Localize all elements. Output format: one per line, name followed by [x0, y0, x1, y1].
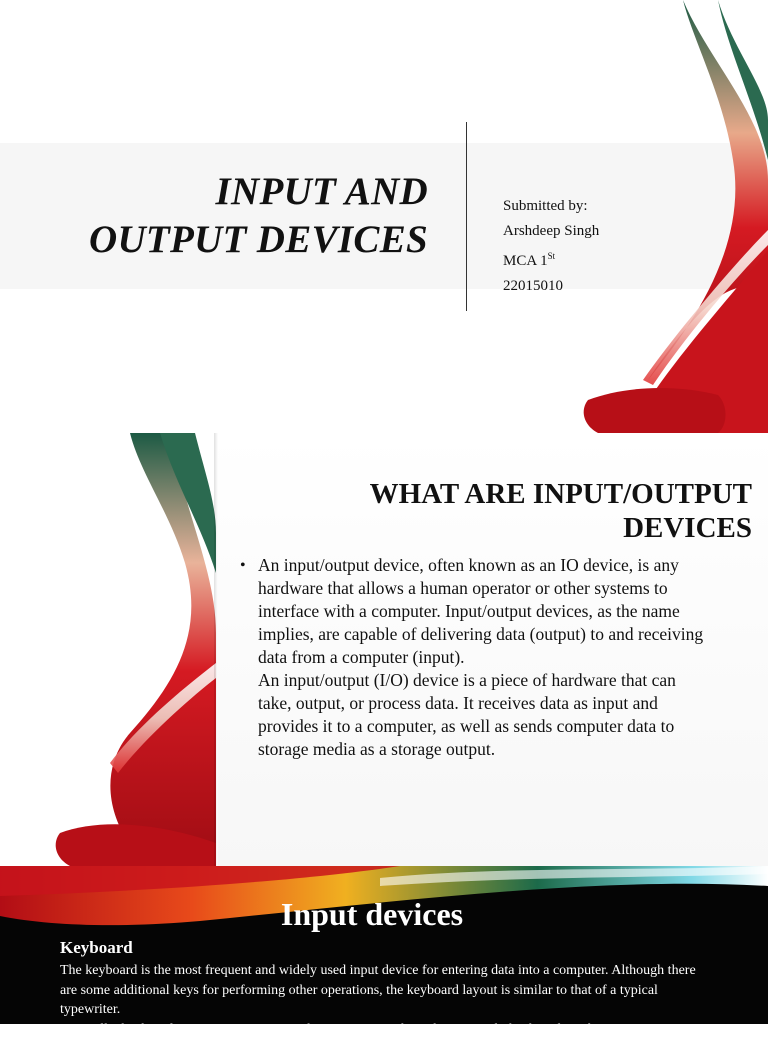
keyboard-paragraph: The keyboard is the most frequent and widely used input device for entering data into a computer. Although there are some additional keys for performing other operations, the keyboard layout is similar to that of a typical typewriter.: [60, 961, 700, 1020]
keyboard-paragraph-continued: Generally, keyboards come in two sizes: 84 keys or 101/102 keys, but currently keyboards with: [60, 1020, 700, 1039]
title-line-1: INPUT AND: [8, 168, 428, 216]
slide-heading: [282, 477, 752, 545]
course: MCA 1: [503, 253, 548, 269]
submission-details: [503, 194, 599, 299]
keyboard-subheading: Keyboard: [60, 938, 133, 958]
panel-shadow: [214, 433, 218, 866]
definition-slide: [0, 433, 768, 866]
keyboard-description: [60, 961, 700, 1039]
title-slide: [0, 0, 768, 433]
slide-heading: Input devices: [0, 896, 744, 933]
paragraph-1: An input/output device, often known as an IO device, is any hardware that allows a human operator or other systems to interface with a computer. Input/output devices, as the name implies, are capable of delivering data (output) to and receiving data from a computer (input).: [258, 554, 708, 669]
roll-number: 22015010: [503, 274, 599, 299]
title-line-2: OUTPUT DEVICES: [8, 216, 428, 264]
presentation-title: [8, 168, 428, 264]
slide-body: [240, 554, 708, 761]
heading-line-2: DEVICES: [282, 511, 752, 545]
paragraph-2: An input/output (I/O) device is a piece of hardware that can take, output, or process data. It receives data as input and provides it to a computer, as well as sends computer data to storage media as a storage output.: [258, 669, 708, 761]
ribbon-decoration: [0, 433, 216, 866]
course-superscript: St: [548, 251, 556, 261]
heading-line-1: WHAT ARE INPUT/OUTPUT: [282, 477, 752, 511]
bullet-marker: •: [240, 554, 246, 577]
input-devices-slide: [0, 866, 768, 1024]
vertical-divider: [466, 122, 467, 311]
submitted-label: Submitted by:: [503, 194, 599, 219]
author-name: Arshdeep Singh: [503, 219, 599, 244]
course-line: [503, 244, 599, 274]
